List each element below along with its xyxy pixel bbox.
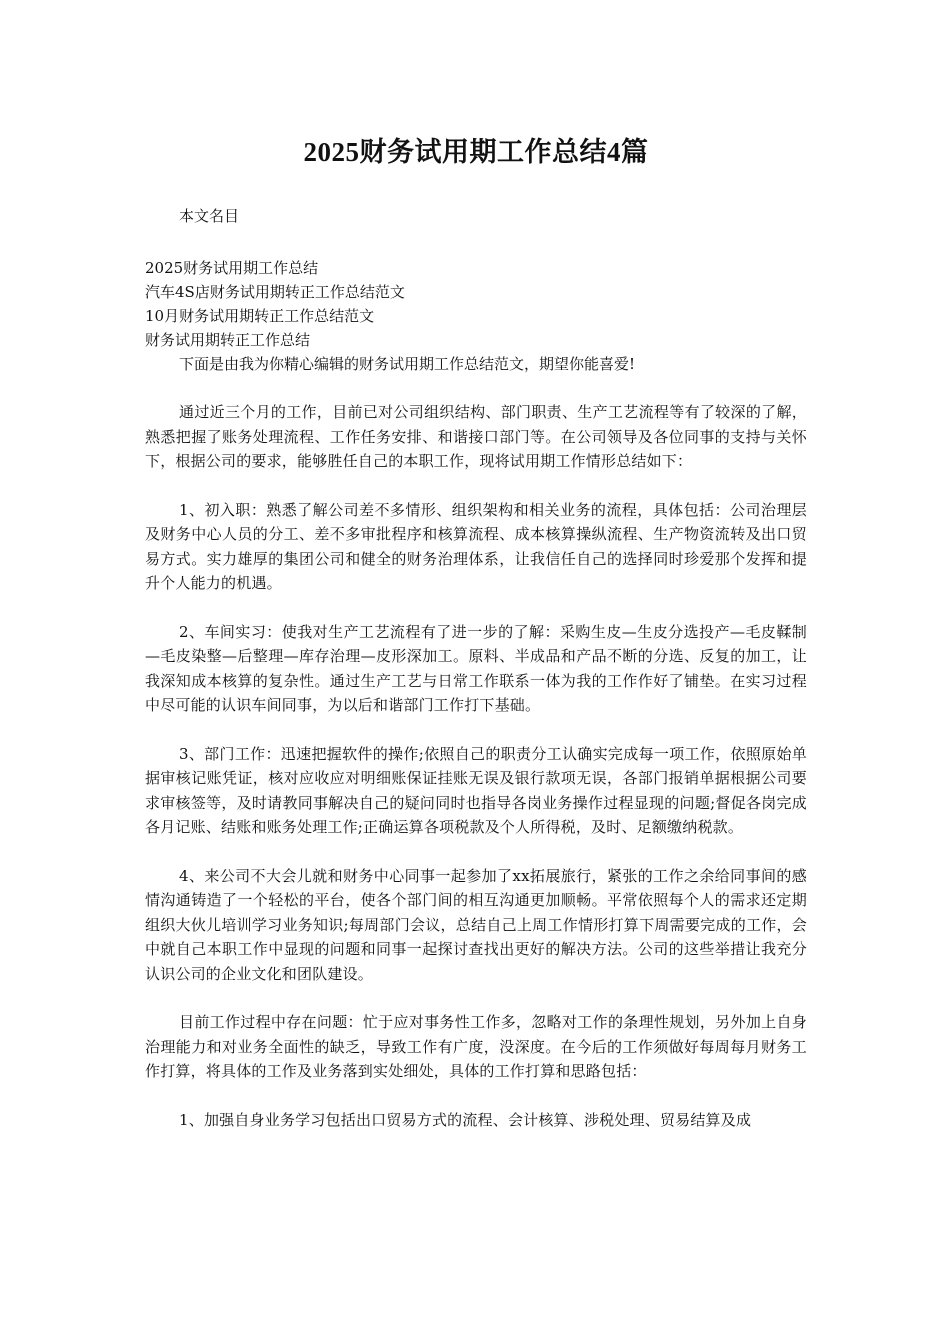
- body-paragraph: 目前工作过程中存在问题：忙于应对事务性工作多，忽略对工作的条理性规划，另外加上自身治理能力和对业务全面性的缺乏，导致工作有广度，没深度。在今后的工作须做好每周每月财务工作打算，将具体的工作及业务落到实处细处，具体的工作打算和思路包括：: [145, 1013, 807, 1080]
- body-paragraph: 4、来公司不大会儿就和财务中心同事一起参加了xx拓展旅行，紧张的工作之余给同事间的感情沟通铸造了一个轻松的平台，使各个部门间的相互沟通更加顺畅。平常依照每个人的需求还定期组织大伙儿培训学习业务知识;每周部门会议，总结自己上周工作情形打算下周需要完成的工作，会中就自己本职工作中显现的问题和同事一起探讨查找出更好的解决方法。公司的这些举措让我充分认识公司的企业文化和团队建设。: [145, 866, 807, 983]
- body-paragraph: 3、部门工作：迅速把握软件的操作;依照自己的职责分工认确实完成每一项工作，依照原始单据审核记账凭证，核对应收应对明细账保证挂账无误及银行款项无误，各部门报销单据根据公司要求审核签等，及时请教同事解决自己的疑问同时也指导各岗业务操作过程显现的问题;督促各岗完成各月记账、结账和账务处理工作;正确运算各项税款及个人所得税，及时、足额缴纳税款。: [145, 744, 807, 836]
- toc-item[interactable]: 2025财务试用期工作总结: [145, 259, 319, 277]
- toc-item[interactable]: 财务试用期转正工作总结: [145, 331, 311, 349]
- document-title: 2025财务试用期工作总结4篇: [303, 137, 649, 167]
- body-paragraph: 1、初入职：熟悉了解公司差不多情形、组织架构和相关业务的流程，具体包括：公司治理层及财务中心人员的分工、差不多审批程序和核算流程、成本核算操纵流程、生产物资流转及出口贸易方式。实力雄厚的集团公司和健全的财务治理体系，让我信任自己的选择同时珍爱那个发挥和提升个人能力的机遇。: [145, 500, 807, 592]
- toc-item[interactable]: 汽车4S店财务试用期转正工作总结范文: [145, 283, 405, 301]
- toc-item[interactable]: 10月财务试用期转正工作总结范文: [145, 307, 375, 325]
- body-paragraph: 1、加强自身业务学习包括出口贸易方式的流程、会计核算、涉税处理、贸易结算及成: [179, 1110, 752, 1129]
- table-of-contents: [145, 256, 807, 352]
- body-paragraph: 通过近三个月的工作，目前已对公司组织结构、部门职责、生产工艺流程等有了较深的了解，熟悉把握了账务处理流程、工作任务安排、和谐接口部门等。在公司领导及各位同事的支持与关怀下，根据公司的要求，能够胜任自己的本职工作，现将试用期工作情形总结如下：: [145, 403, 807, 470]
- body-paragraph: 2、车间实习：使我对生产工艺流程有了进一步的了解：采购生皮—生皮分选投产—毛皮鞣制—毛皮染整—后整理—库存治理—皮形深加工。原料、半成品和产品不断的分选、反复的加工，让我深知成本核算的复杂性。通过生产工艺与日常工作联系一体为我的工作作好了铺垫。在实习过程中尽可能的认识车间同事，为以后和谐部门工作打下基础。: [145, 622, 807, 714]
- document-page: [145, 120, 807, 1132]
- toc-heading: 本文名目: [179, 207, 240, 225]
- intro-paragraph: 下面是由我为你精心编辑的财务试用期工作总结范文，期望你能喜爱!: [179, 355, 636, 373]
